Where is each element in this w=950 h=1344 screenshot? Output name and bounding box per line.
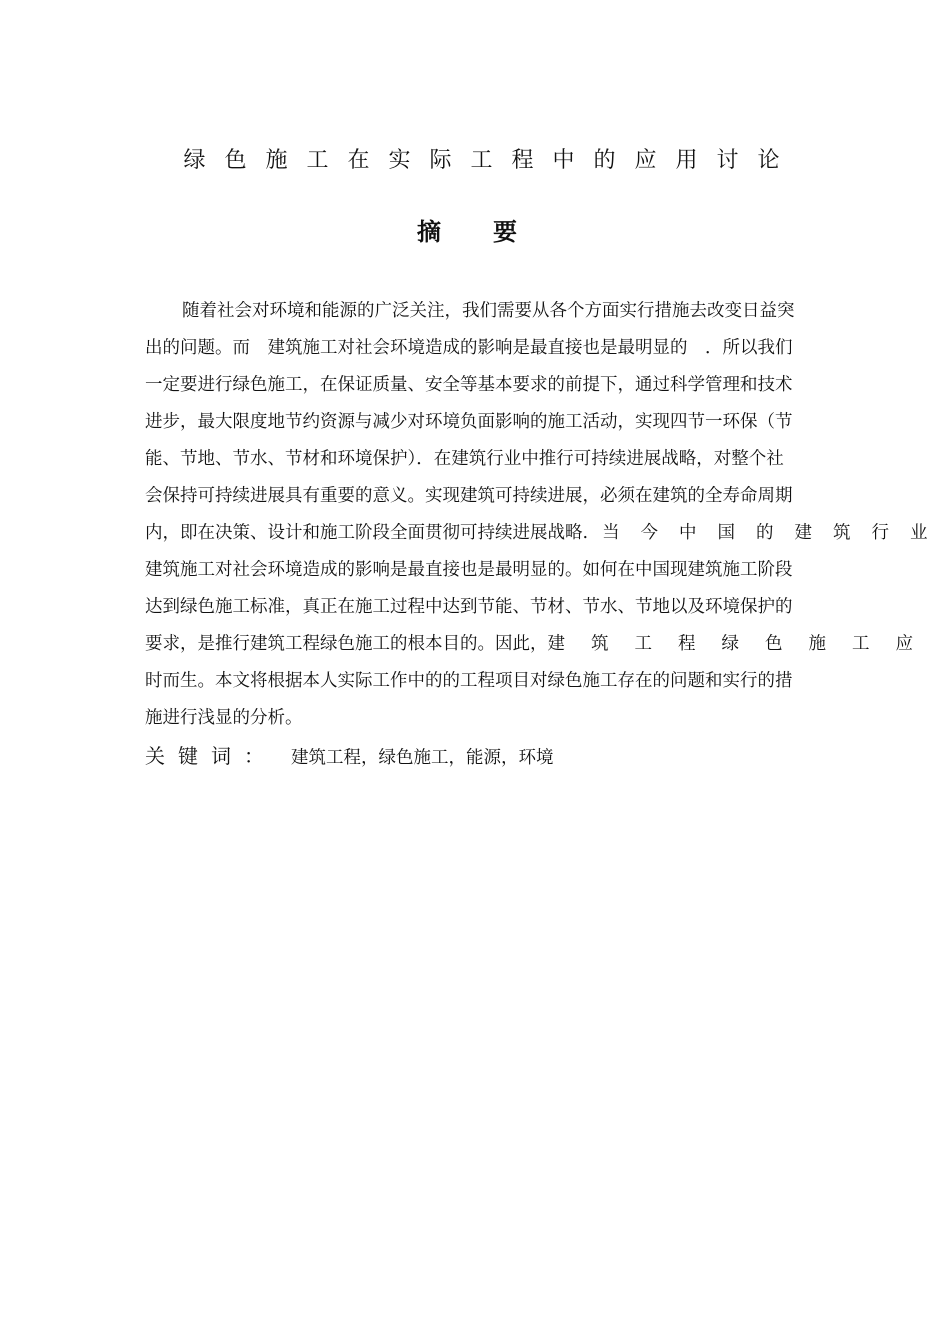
abstract-line-7-text: 内，即在决策、设计和施工阶段全面贯彻可持续进展战略. xyxy=(145,523,589,543)
abstract-line-11: 时而生。本文将根据本人实际工作中的的工程项目对绿色施工存在的问题和实行的措 xyxy=(145,671,793,691)
document-title: 绿色施工在实际工程中的应用讨论 xyxy=(183,148,799,173)
abstract-line-7 xyxy=(145,519,950,556)
abstract-heading: 摘要 xyxy=(417,218,569,246)
abstract-line-9: 达到绿色施工标准，真正在施工过程中达到节能、节材、节水、节地以及环境保护的 xyxy=(145,597,793,617)
keywords-label: 关键词： xyxy=(145,744,277,768)
abstract-line-2: 出的问题。而 建筑施工对社会环境造成的影响是最直接也是最明显的 ．所以我们 xyxy=(145,338,793,358)
keywords-values: 建筑工程，绿色施工，能源，环境 xyxy=(291,748,554,768)
abstract-line-7-tail: 当今中国的建筑行业 xyxy=(602,523,949,543)
abstract-body xyxy=(145,297,950,741)
abstract-line-6: 会保持可持续进展具有重要的意义。实现建筑可持续进展，必须在建筑的全寿命周期 xyxy=(145,486,793,506)
abstract-line-3: 一定要进行绿色施工，在保证质量、安全等基本要求的前提下，通过科学管理和技术 xyxy=(145,375,793,395)
abstract-line-12: 施进行浅显的分析。 xyxy=(145,708,303,728)
abstract-line-4: 进步，最大限度地节约资源与减少对环境负面影响的施工活动，实现四节一环保（节 xyxy=(145,412,793,432)
abstract-line-5: 能、节地、节水、节材和环境保护）．在建筑行业中推行可持续进展战略，对整个社 xyxy=(145,449,784,469)
abstract-line-10-text: 要求，是推行建筑工程绿色施工的根本目的。因此， xyxy=(145,634,548,654)
abstract-line-8: 建筑施工对社会环境造成的影响是最直接也是最明显的。如何在中国现建筑施工阶段 xyxy=(145,560,793,580)
abstract-line-10 xyxy=(145,630,950,667)
keywords-row xyxy=(145,742,554,772)
abstract-line-10-tail: 建筑工程绿色施工应 xyxy=(547,634,939,654)
abstract-line-1: 随着社会对环境和能源的广泛关注，我们需要从各个方面实行措施去改变日益突 xyxy=(182,301,795,321)
